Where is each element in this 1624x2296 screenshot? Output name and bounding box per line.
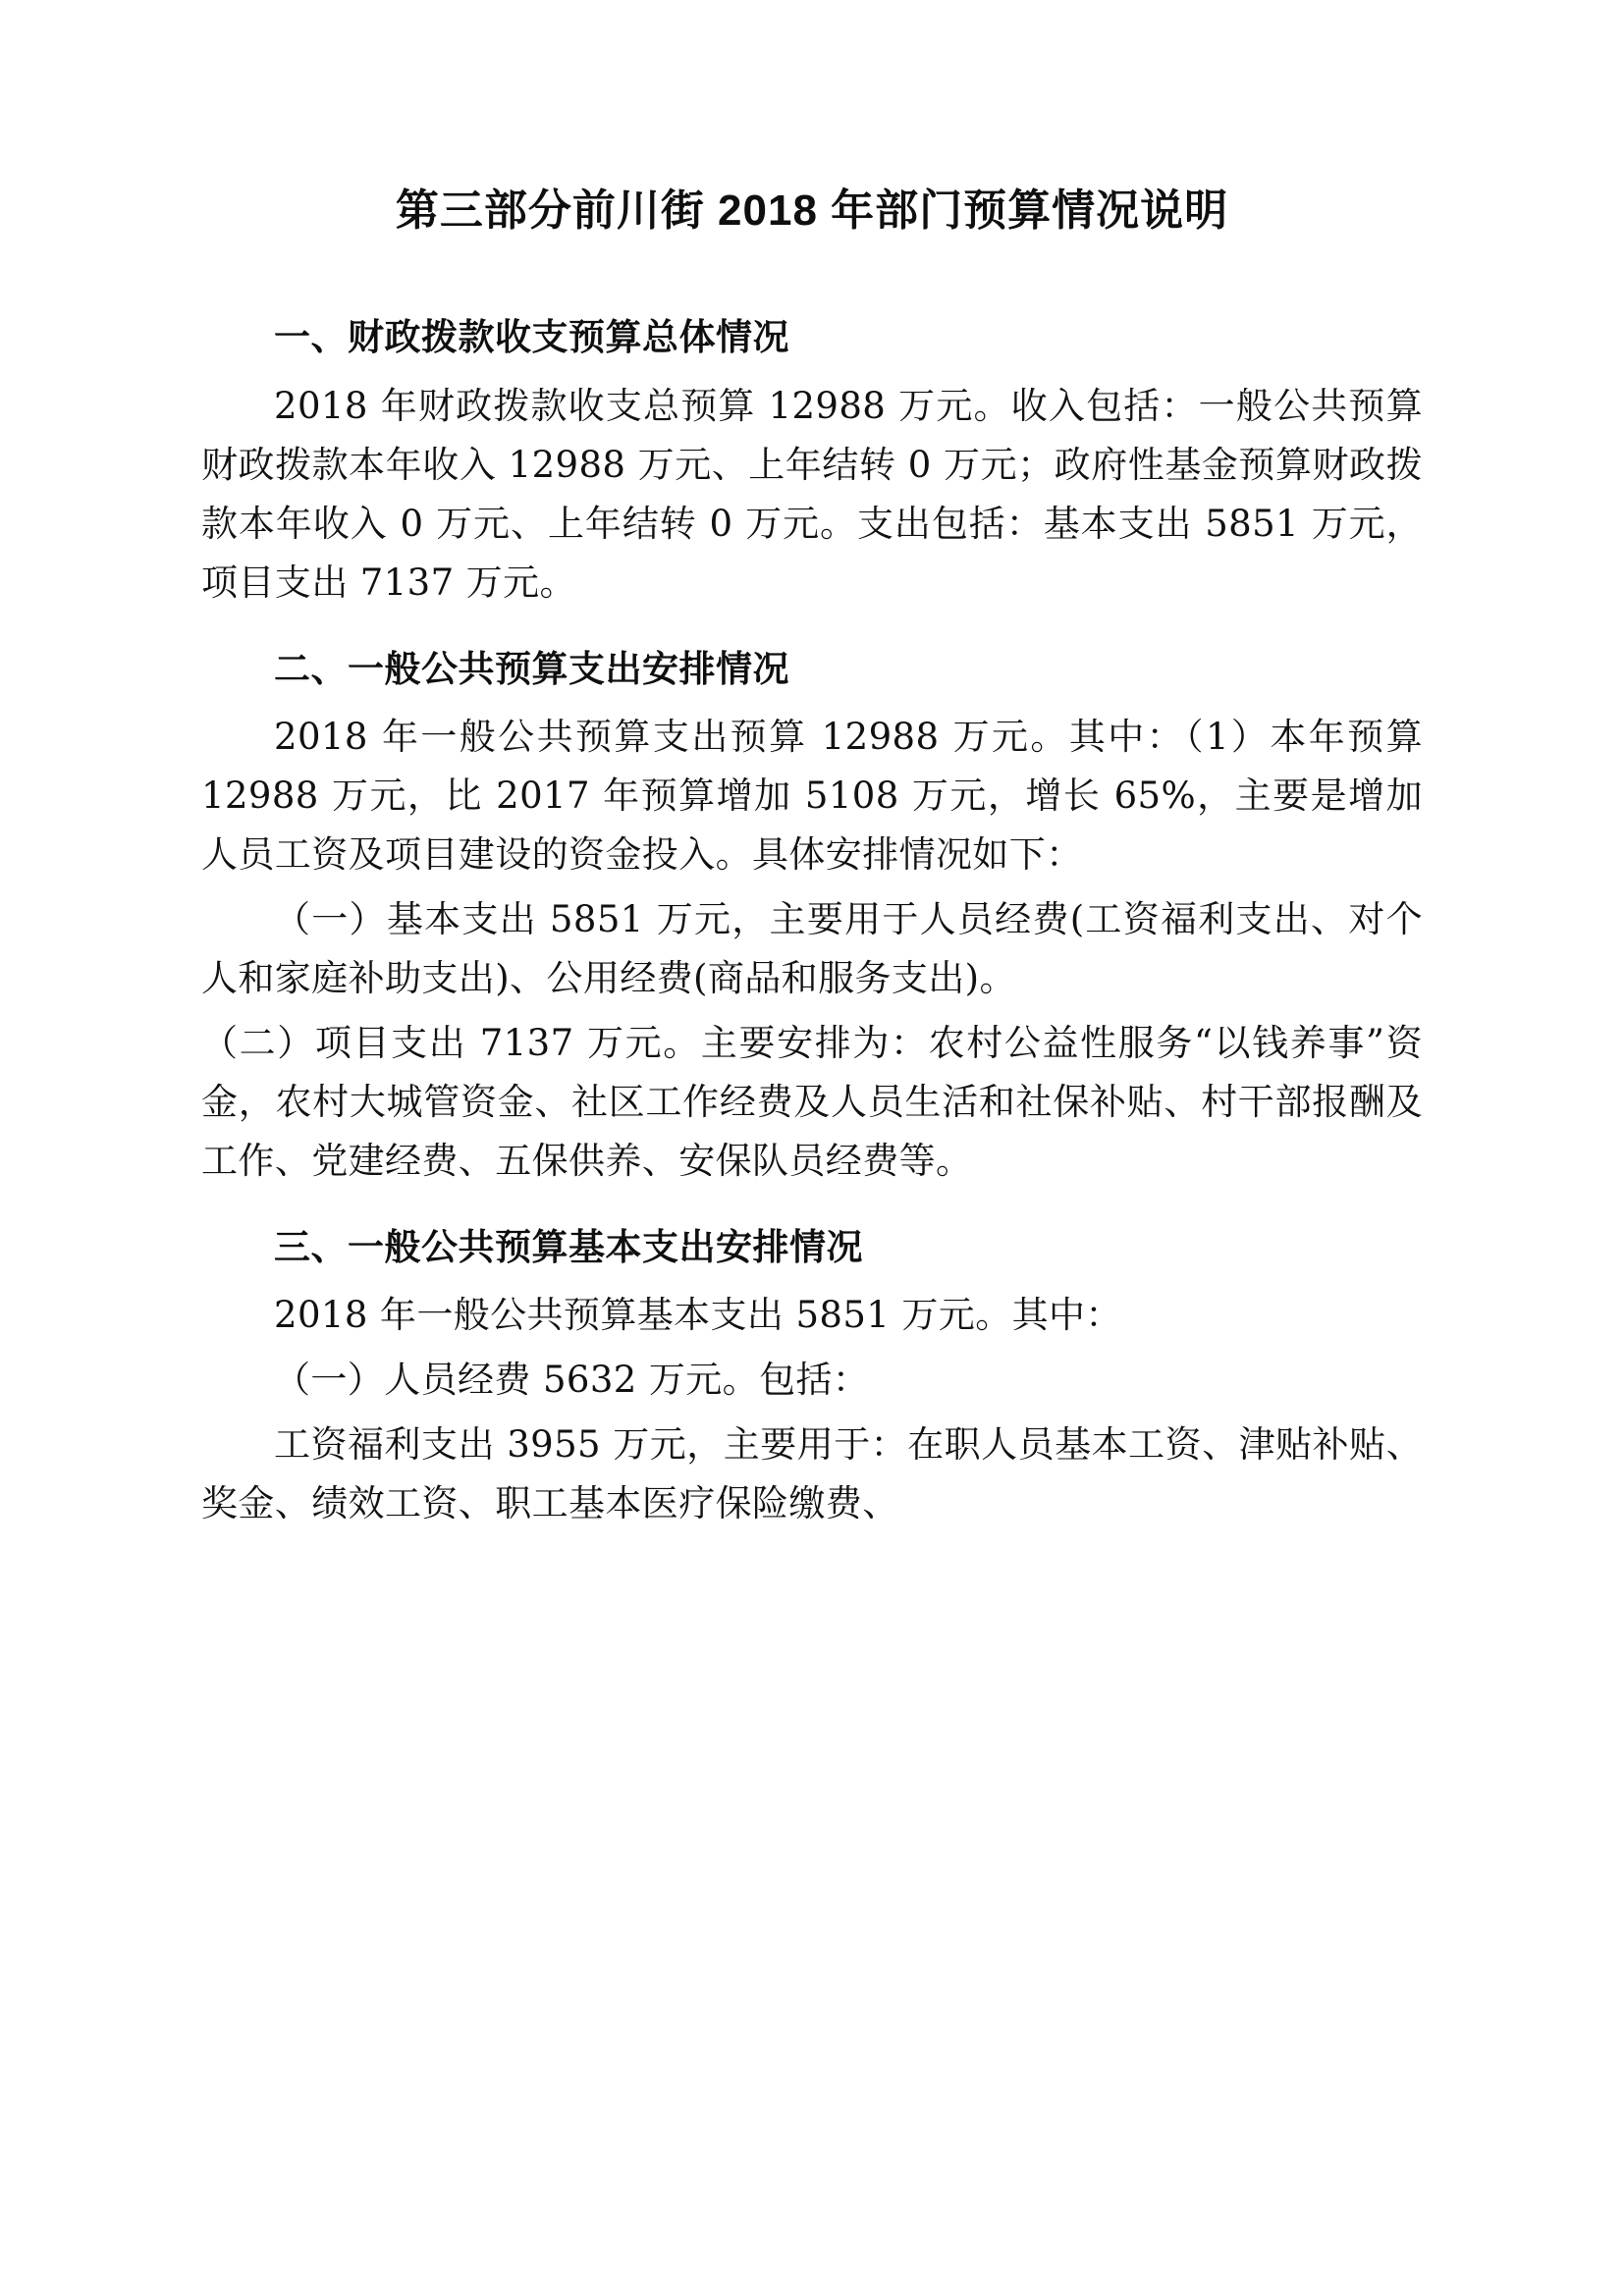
section-1-paragraph-1: 2018 年财政拨款收支总预算 12988 万元。收入包括：一般公共预算财政拨款本年收入 12988 万元、上年结转 0 万元；政府性基金预算财政拨款本年收入 0 万元、上年结转 0 万元。支出包括：基本支出 5851 万元，项目支出 7137 万元。 [201, 384, 1423, 604]
section-3-paragraph-1: 2018 年一般公共预算基本支出 5851 万元。其中： [274, 1294, 1122, 1337]
section-2-paragraph-2: （一）基本支出 5851 万元，主要用于人员经费(工资福利支出、对个人和家庭补助支出)、公用经费(商品和服务支出)。 [201, 897, 1423, 999]
section-heading-3: 三、一般公共预算基本支出安排情况 [274, 1226, 863, 1267]
page-title: 第三部分前川街 2018 年部门预算情况说明 [395, 187, 1229, 235]
section-heading-1: 一、财政拨款收支预算总体情况 [274, 317, 789, 358]
section-2-paragraph-1: 2018 年一般公共预算支出预算 12988 万元。其中：（1）本年预算 12988 万元，比 2017 年预算增加 5108 万元，增长 65%，主要是增加人员工资及项目建设的资金投入。具体安排情况如下： [201, 716, 1423, 877]
section-heading-2: 二、一般公共预算支出安排情况 [274, 648, 789, 689]
section-3-paragraph-2: （一）人员经费 5632 万元。包括： [274, 1359, 870, 1402]
section-2-paragraph-3: （二）项目支出 7137 万元。主要安排为：农村公益性服务“以钱养事”资金，农村大城管资金、社区工作经费及人员生活和社保补贴、村干部报酬及工作、党建经费、五保供养、安保队员经费等。 [201, 1021, 1423, 1182]
section-3-paragraph-3: 工资福利支出 3955 万元，主要用于：在职人员基本工资、津贴补贴、奖金、绩效工资、职工基本医疗保险缴费、 [201, 1423, 1423, 1524]
